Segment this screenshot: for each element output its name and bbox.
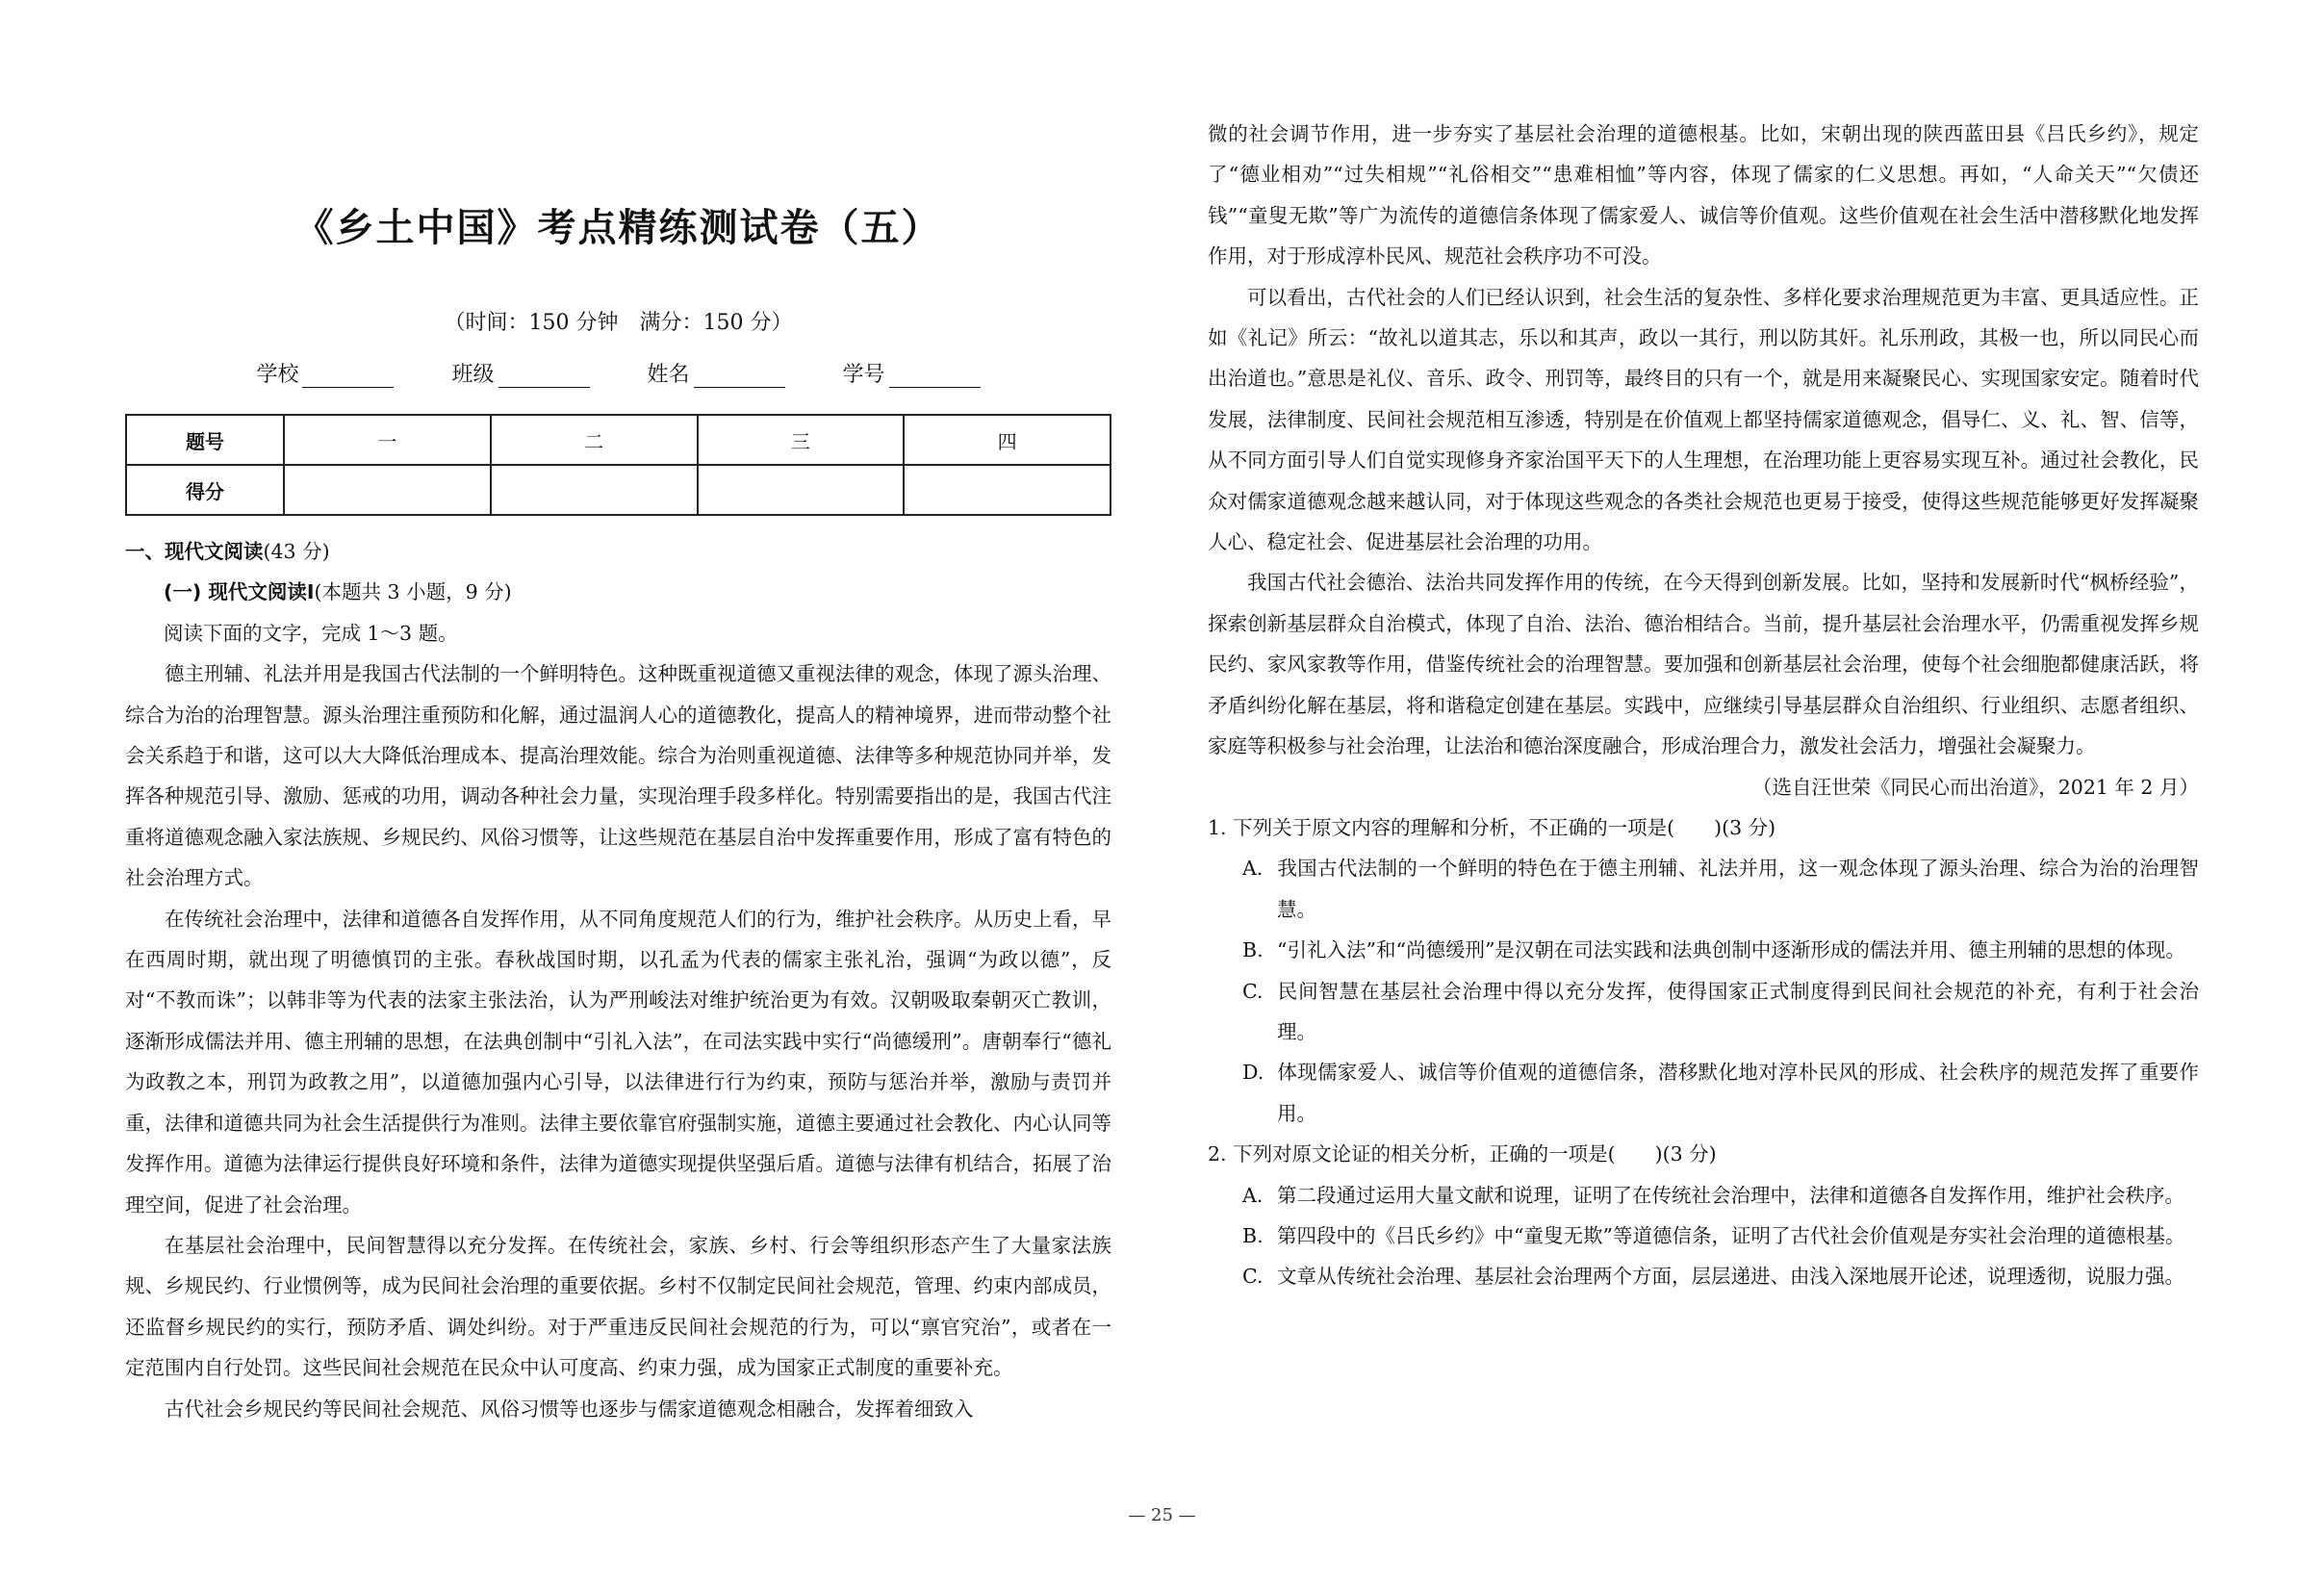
section-title: 一、现代文阅读 xyxy=(125,540,264,563)
option-key: D. xyxy=(1242,1061,1264,1085)
reading-instruction: 阅读下面的文字，完成 1～3 题。 xyxy=(164,621,458,645)
passage-source: （选自汪世荣《同民心而出治道》，2021 年 2 月） xyxy=(1751,775,2199,799)
score-col-3: 三 xyxy=(698,415,905,465)
answer-option[interactable] xyxy=(1242,971,2199,1053)
score-table-score-row xyxy=(126,465,1111,515)
student-id-label: 学号 xyxy=(842,363,885,387)
option-text: “引礼入法”和“尚德缓刑”是汉朝在司法实践和法典创制中逐渐形成的儒法并用、德主刑辅的思想的体现。 xyxy=(1277,938,2185,962)
score-table-header-row xyxy=(126,415,1111,465)
option-text: 我国古代法制的一个鲜明的特色在于德主刑辅、礼法并用，这一观念体现了源头治理、综合为治的治理智慧。 xyxy=(1277,857,2199,921)
question-stem: 2. 下列对原文论证的相关分析，正确的一项是( )(3 分) xyxy=(1208,1142,1717,1166)
name-field[interactable] xyxy=(648,358,785,388)
answer-option[interactable] xyxy=(1242,848,2199,930)
school-blank[interactable] xyxy=(302,366,394,388)
student-id-field[interactable] xyxy=(843,358,981,388)
section-points: (43 分) xyxy=(263,540,330,563)
option-key: B. xyxy=(1242,938,1264,962)
section-heading xyxy=(125,531,1111,572)
answer-option[interactable] xyxy=(1242,1256,2199,1296)
answer-option[interactable] xyxy=(1242,1175,2199,1216)
score-cell-4[interactable] xyxy=(904,465,1111,515)
passage-paragraph: 古代社会乡规民约等民间社会规范、风俗习惯等也逐步与儒家道德观念相融合，发挥着细致入 xyxy=(165,1396,974,1421)
passage-paragraph: 在传统社会治理中，法律和道德各自发挥作用，从不同角度规范人们的行为，维护社会秩序。从历史上看，早在西周时期，就出现了明德慎罚的主张。春秋战国时期，以孔孟为代表的儒家主张礼治，强调“为政以德”，反对“不教而诛”；以韩非等为代表的法家主张法治，认为严刑峻法对维护统治更为有效。汉朝吸取秦朝灭亡教训，逐渐形成儒法并用、德主刑辅的思想，在法典创制中“引礼入法”，在司法实践中实行“尚德缓刑”。唐朝奉行“德礼为政教之本，刑罚为政教之用”，以道德加强内心引导，以法律进行行为约束，预防与惩治并举，激励与责罚并重，法律和道德共同为社会生活提供行为准则。法律主要依靠官府强制实施，道德主要通过社会教化、内心认同等发挥作用。道德为法律运行提供良好环境和条件，法律为道德实现提供坚强后盾。道德与法律有机结合，拓展了治理空间，促进了社会治理。 xyxy=(125,907,1111,1217)
question-number-label: 题号 xyxy=(126,415,284,465)
school-field[interactable] xyxy=(256,358,394,388)
option-key: A. xyxy=(1242,1183,1264,1207)
school-label: 学校 xyxy=(256,363,299,387)
option-text: 第二段通过运用大量文献和说理，证明了在传统社会治理中，法律和道德各自发挥作用，维护社会秩序。 xyxy=(1277,1183,2184,1207)
page-title: 《乡土中国》考点精练测试卷（五） xyxy=(294,206,942,250)
passage-paragraph: 我国古代社会德治、法治共同发挥作用的传统，在今天得到创新发展。比如，坚持和发展新时代“枫桥经验”，探索创新基层群众自治模式，体现了自治、法治、德治相结合。当前，提升基层社会治理水平，仍需重视发挥乡规民约、家风家教等作用，借鉴传统社会的治理智慧。要加强和创新基层社会治理，使每个社会细胞都健康活跃，将矛盾纠纷化解在基层，将和谐稳定创建在基层。实践中，应继续引导基层群众自治组织、行业组织、志愿者组织、家庭等积极参与社会治理，让法治和德治深度融合，形成治理合力，激发社会活力，增强社会凝聚力。 xyxy=(1208,571,2199,758)
answer-option[interactable] xyxy=(1242,1052,2199,1134)
score-cell-1[interactable] xyxy=(284,465,491,515)
score-col-1: 一 xyxy=(284,415,491,465)
subsection-heading xyxy=(164,572,1111,612)
subsection-note: (本题共 3 小题，9 分) xyxy=(314,580,512,604)
score-table xyxy=(125,414,1111,516)
page-number: — 25 — xyxy=(1128,1505,1196,1525)
question-stem: 1. 下列关于原文内容的理解和分析，不正确的一项是( )(3 分) xyxy=(1208,815,1776,839)
option-text: 文章从传统社会治理、基层社会治理两个方面，层层递进、由浅入深地展开论述，说理透彻，说服力强。 xyxy=(1277,1265,2184,1289)
passage-paragraph: 在基层社会治理中，民间智慧得以充分发挥。在传统社会，家族、乡村、行会等组织形态产生了大量家法族规、乡规民约、行业惯例等，成为民间社会治理的重要依据。乡村不仅制定民间社会规范，管理、约束内部成员，还监督乡规民约的实行，预防矛盾、调处纠纷。对于严重违反民间社会规范的行为，可以“禀官究治”，或者在一定范围内自行处罚。这些民间社会规范在民众中认可度高、约束力强，成为国家正式制度的重要补充。 xyxy=(125,1233,1111,1380)
score-col-4: 四 xyxy=(904,415,1111,465)
option-text: 第四段中的《吕氏乡约》中“童叟无欺”等道德信条，证明了古代社会价值观是夯实社会治理的道德根基。 xyxy=(1277,1223,2185,1247)
class-label: 班级 xyxy=(451,363,495,387)
option-text: 民间智慧在基层社会治理中得以充分发挥，使得国家正式制度得到民间社会规范的补充，有利于社会治理。 xyxy=(1277,979,2199,1043)
score-col-2: 二 xyxy=(491,415,698,465)
passage-paragraph: 德主刑辅、礼法并用是我国古代法制的一个鲜明特色。这种既重视道德又重视法律的观念，体现了源头治理、综合为治的治理智慧。源头治理注重预防和化解，通过温润人心的道德教化，提高人的精神境界，进而带动整个社会关系趋于和谐，这可以大大降低治理成本、提高治理效能。综合为治则重视道德、法律等多种规范协同并举，发挥各种规范引导、激励、惩戒的功用，调动各种社会力量，实现治理手段多样化。特别需要指出的是，我国古代注重将道德观念融入家法族规、乡规民约、风俗习惯等，让这些规范在基层自治中发挥重要作用，形成了富有特色的社会治理方式。 xyxy=(125,662,1111,890)
class-field[interactable] xyxy=(451,358,589,388)
option-key: C. xyxy=(1242,979,1264,1003)
score-label: 得分 xyxy=(126,465,284,515)
left-body xyxy=(125,531,1111,1429)
student-info-fields xyxy=(125,358,1111,388)
subsection-label: (一) 现代文阅读Ⅰ xyxy=(164,580,315,604)
passage-paragraph: 可以看出，古代社会的人们已经认识到，社会生活的复杂性、多样化要求治理规范更为丰富、更具适应性。正如《礼记》所云：“故礼以道其志，乐以和其声，政以一其行，刑以防其奸。礼乐刑政，其极一也，所以同民心而出治道也。”意思是礼仪、音乐、政令、刑罚等，最终目的只有一个，就是用来凝聚民心、实现国家安定。随着时代发展，法律制度、民间社会规范相互渗透，特别是在价值观上都坚持儒家道德观念，倡导仁、义、礼、智、信等，从不同方面引导人们自觉实现修身齐家治国平天下的人生理想，在治理功能上更容易实现互补。通过社会教化，民众对儒家道德观念越来越认同，对于体现这些观念的各类社会规范也更易于接受，使得这些规范能够更好发挥凝聚人心、稳定社会、促进基层社会治理的功用。 xyxy=(1208,285,2199,554)
option-key: C. xyxy=(1242,1265,1264,1289)
score-cell-3[interactable] xyxy=(698,465,905,515)
answer-option[interactable] xyxy=(1242,930,2199,970)
option-text: 体现儒家爱人、诚信等价值观的道德信条，潜移默化地对淳朴民风的形成、社会秩序的规范发挥了重要作用。 xyxy=(1277,1061,2199,1125)
option-key: B. xyxy=(1242,1223,1264,1247)
exam-time-info: （时间：150 分钟 满分：150 分） xyxy=(444,311,793,335)
student-id-blank[interactable] xyxy=(889,366,981,388)
name-blank[interactable] xyxy=(694,366,785,388)
option-key: A. xyxy=(1242,857,1264,881)
score-cell-2[interactable] xyxy=(491,465,698,515)
name-label: 姓名 xyxy=(647,363,690,387)
passage-paragraph-continued: 微的社会调节作用，进一步夯实了基层社会治理的道德根基。比如，宋朝出现的陕西蓝田县《吕氏乡约》，规定了“德业相劝”“过失相规”“礼俗相交”“患难相恤”等内容，体现了儒家的仁义思想。再如，“人命关天”“欠债还钱”“童叟无欺”等广为流传的道德信条体现了儒家爱人、诚信等价值观。这些价值观在社会生活中潜移默化地发挥作用，对于形成淳朴民风、规范社会秩序功不可没。 xyxy=(1208,122,2199,269)
class-blank[interactable] xyxy=(498,366,590,388)
answer-option[interactable] xyxy=(1242,1216,2199,1256)
right-body xyxy=(1208,114,2199,1297)
